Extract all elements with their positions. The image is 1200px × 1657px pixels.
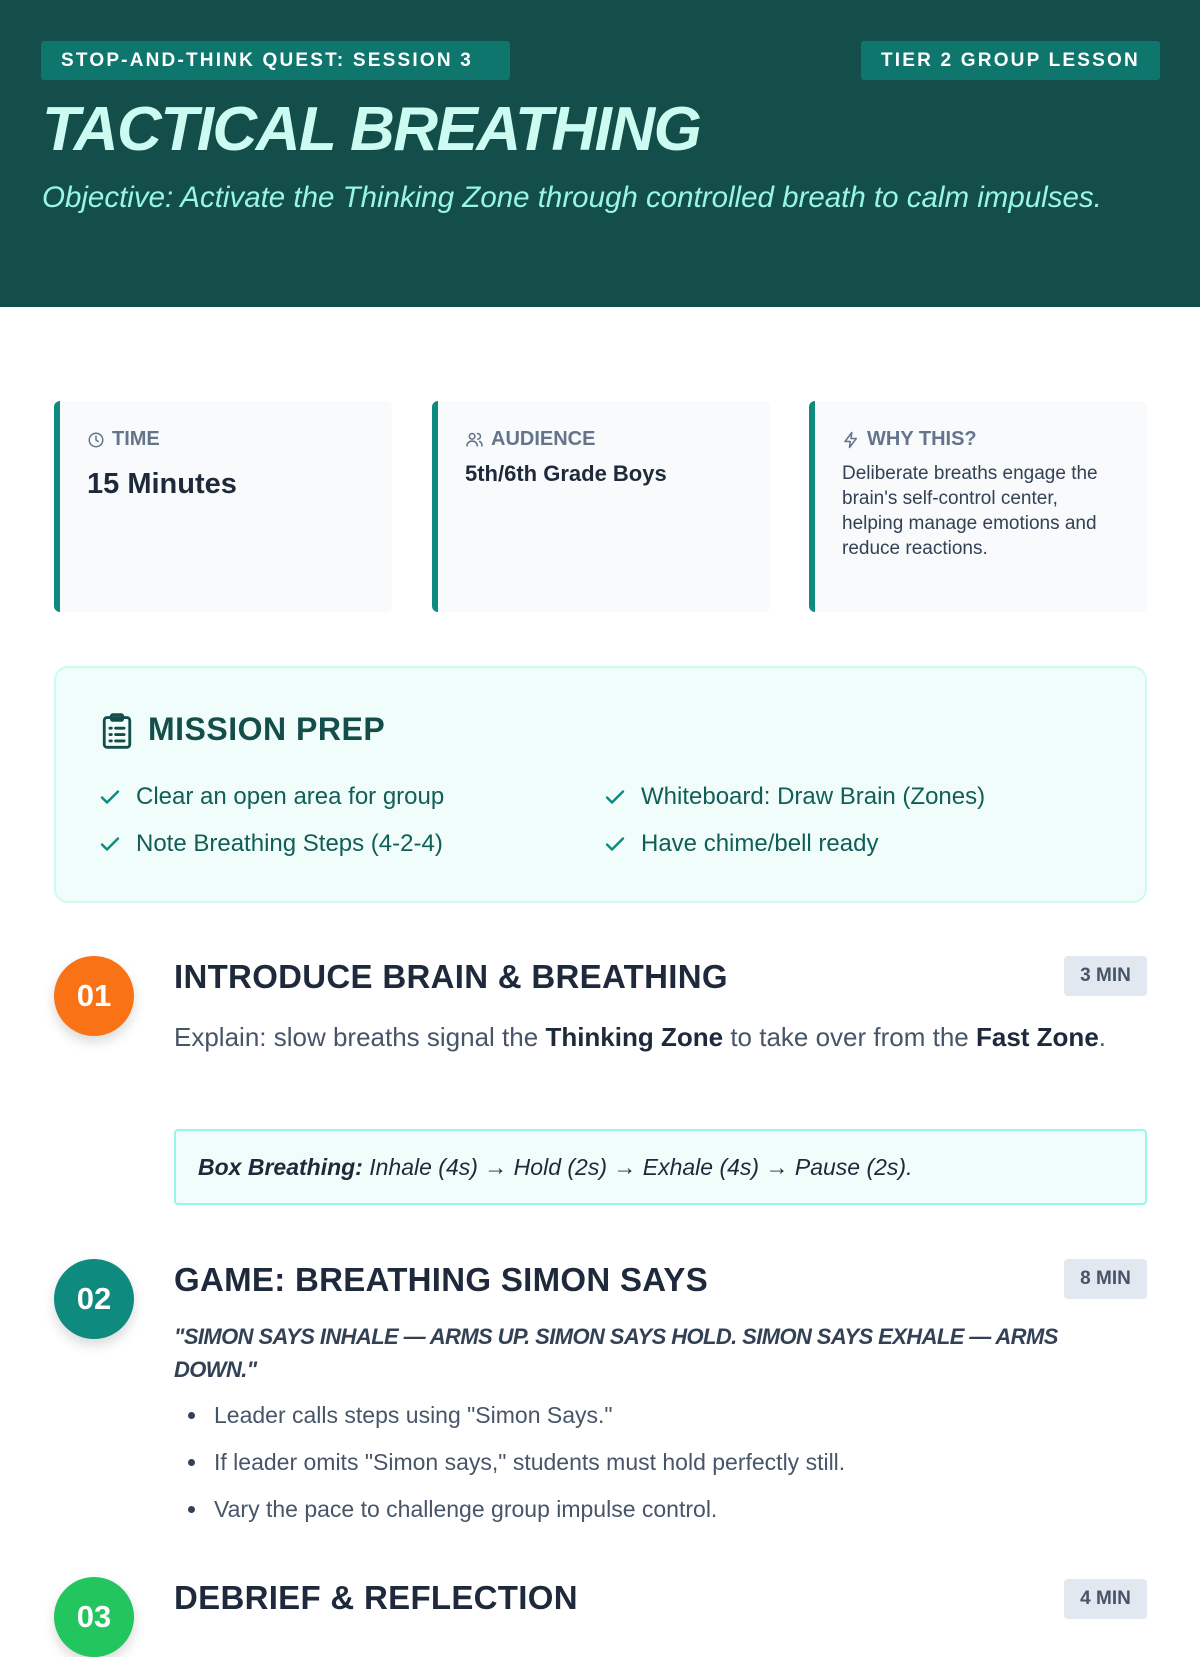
check-icon: [98, 785, 122, 809]
why-label: WHY THIS?: [867, 428, 977, 450]
step-description: Explain: slow breaths signal the Thinking Zone to take over from the Fast Zone.: [174, 1022, 1107, 1052]
time-card-label: [87, 428, 160, 451]
prep-item: Have chime/bell ready: [603, 830, 878, 858]
prep-item: Note Breathing Steps (4-2-4): [98, 830, 443, 858]
step-title: GAME: BREATHING SIMON SAYS: [174, 1261, 709, 1298]
step-title: INTRODUCE BRAIN & BREATHING: [174, 958, 728, 995]
list-item: If leader omits "Simon says," students must hold perfectly still.: [188, 1445, 1128, 1492]
duration-badge: 3 MIN: [1064, 956, 1147, 996]
check-icon: [603, 785, 627, 809]
audience-card-label: [465, 428, 595, 451]
clipboard-icon: [100, 712, 134, 750]
time-card: [54, 401, 392, 612]
clock-icon: [87, 431, 105, 449]
audience-label: AUDIENCE: [491, 428, 596, 450]
bullet-dot: [188, 1459, 195, 1466]
bullet-dot: [188, 1412, 195, 1419]
time-value: 15 Minutes: [87, 468, 237, 500]
bullet-dot: [188, 1506, 195, 1513]
audience-value: 5th/6th Grade Boys: [465, 461, 667, 486]
step-number-badge: 01: [54, 956, 134, 1036]
audience-card: [432, 401, 770, 612]
list-item: Leader calls steps using "Simon Says.": [188, 1398, 1128, 1445]
mission-prep-title: MISSION PREP: [148, 711, 386, 747]
duration-badge: 8 MIN: [1064, 1259, 1147, 1299]
tier-badge: TIER 2 GROUP LESSON: [861, 41, 1160, 80]
box-breathing-callout: Box Breathing: Inhale (4s) → Hold (2s) → Exhale (4s) → Pause (2s).: [174, 1129, 1147, 1205]
objective-text: Objective: Activate the Thinking Zone through controlled breath to calm impulses.: [42, 181, 1102, 214]
step-quote: "SIMON SAYS INHALE — ARMS UP. SIMON SAYS HOLD. SIMON SAYS EXHALE — ARMS DOWN.": [174, 1324, 1058, 1382]
why-card-label: [842, 428, 977, 451]
prep-item: Whiteboard: Draw Brain (Zones): [603, 783, 985, 811]
check-icon: [603, 832, 627, 856]
list-item: Vary the pace to challenge group impulse control.: [188, 1492, 1128, 1539]
lesson-header: [0, 0, 1200, 307]
page-title: TACTICAL BREATHING: [42, 95, 701, 164]
duration-badge: 4 MIN: [1064, 1579, 1147, 1619]
check-icon: [98, 832, 122, 856]
users-icon: [465, 430, 484, 449]
step-number-badge: 03: [54, 1577, 134, 1657]
step-number-badge: 02: [54, 1259, 134, 1339]
bolt-icon: [842, 431, 860, 449]
mission-prep-panel: [54, 666, 1147, 903]
session-badge: STOP-AND-THINK QUEST: SESSION 3: [41, 41, 510, 80]
step-bullet-list: [188, 1398, 1128, 1539]
why-card: [809, 401, 1147, 612]
prep-item: Clear an open area for group: [98, 783, 444, 811]
step-title: DEBRIEF & REFLECTION: [174, 1579, 578, 1616]
why-text: Deliberate breaths engage the brain's self-control center, helping manage emotions and reduce reactions.: [842, 463, 1098, 559]
time-label: TIME: [112, 428, 160, 450]
